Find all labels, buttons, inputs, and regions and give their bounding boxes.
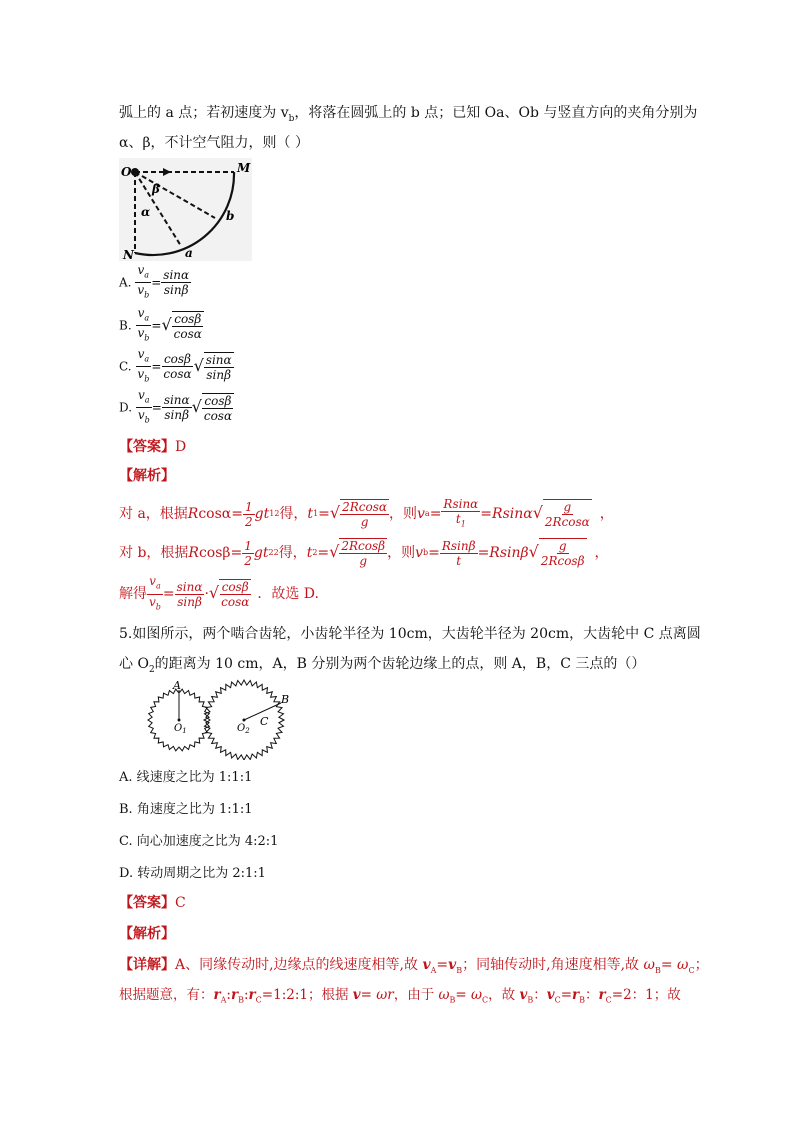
answer-1 [119,437,186,457]
intro-text-2: α、β，不计空气阻力，则（ ） [119,135,309,151]
eq-sign: = [151,400,162,415]
radical: √ $\frac{2Rcos\beta}{g}$ [329,539,386,568]
frac-den: cosα [173,326,202,341]
sol-text: ，则 [387,545,416,561]
fig2-label-A: A [173,679,181,692]
option-label: C. [119,359,132,374]
detail-var: ω [438,987,450,1003]
sol-sub: 2 [268,548,274,557]
detail-sub: C [554,995,561,1005]
sol-text: 解得 [119,586,147,602]
fig2-label-O2 [237,723,250,735]
sol-sub: a [424,509,430,518]
sol-var: t [307,506,314,522]
frac-num-sub: a [144,270,150,280]
frac-num: g [563,500,572,514]
frac-den: sinβ [164,408,190,423]
eq-sign: = [151,275,162,290]
fig1-label-O: O [121,165,132,179]
frac-num: v [149,574,156,589]
frac-den: g [360,515,369,529]
frac-den: cosα [163,367,192,382]
fig2-label-B: B [281,693,290,706]
sol-text: cosα [198,506,232,522]
detail-sub: C [688,965,695,975]
frac-den: v [137,326,145,341]
detail-sub: A [220,995,227,1005]
detail-text: : [226,987,231,1003]
sol-text: 对 a，根据 [119,506,188,522]
sol-eq: = [231,506,243,522]
projectile-figure [119,158,252,261]
detail-sub: B [238,995,244,1005]
eq-sign: = [151,359,162,374]
detail-sub: B [456,965,463,975]
radical: √ $\frac{\cos\beta}{\cos\alpha}$ [191,393,233,423]
frac-num: cosβ [204,393,232,408]
detail-text: 根据题意，有： [119,987,214,1003]
frac-num: v [137,306,145,320]
q5-line-2 [119,654,645,680]
O2-letter: O [237,723,246,734]
analysis-2 [119,924,175,944]
frac-num: Rsinβ [441,538,476,553]
frac-den: t [455,511,461,526]
answer-tag: 【答案】 [119,895,175,911]
option-text: D. 转动周期之比为 2:1:1 [119,866,266,881]
solution-a [119,494,614,534]
sol-text: ．故选 D. [257,586,319,602]
answer-value: D [175,439,187,455]
detail-line-2 [119,985,681,1011]
frac-den: sinβ [163,283,189,298]
detail-sub: B [579,995,586,1005]
detail-sub: C [255,995,262,1005]
detail-text: A、同缘传动时,边缘点的线速度相等,故 [175,957,423,973]
detail-sub: B [527,995,534,1005]
frac-den: v [137,367,145,382]
sol-eq: = [317,545,330,561]
frac-den: v [137,408,145,423]
answer-2 [119,893,186,913]
sol-text: =Rsinα [480,506,533,522]
sol-eq: = [162,586,175,602]
detail-text: ： [585,987,599,1003]
sol-sub: 1 [269,509,275,518]
detail-var: v [448,957,457,973]
detail-text: ；同轴传动时,角速度相等,故 [462,957,644,973]
radical: √ $\frac{g}{2Rcos\beta}$ [528,539,585,568]
option-2-d[interactable] [119,864,266,884]
frac-den: cosα [203,408,233,423]
option-text: B. 角速度之比为 1:1:1 [119,802,253,817]
lhs-fraction [135,347,151,387]
detail-var: v [422,957,431,973]
frac-num-sub: a [144,313,150,323]
detail-var: v [352,987,361,1003]
q5-line-1 [119,624,701,644]
sol-eq: = [428,545,440,561]
detail-text: =1:2:1；根据 [261,987,353,1003]
q5-text: 的距离为 10 cm，A，B 分别为两个齿轮边缘上的点，则 A，B，C 三点的（） [154,656,646,672]
lhs-fraction [136,388,152,428]
frac-num: v [138,388,145,402]
frac-num: 1 [245,499,253,514]
frac-den: 2Rcosα [544,515,590,529]
sol-var: t [306,545,313,561]
radical: √ $\frac{\cos\beta}{\cos\alpha}$ [161,311,202,341]
sol-text: 得， [279,506,308,522]
fig2-label-O1 [174,723,187,735]
rhs-fraction [161,268,191,297]
detail-text: = [455,987,472,1003]
sol-var: gt [254,506,270,522]
sol-sup: 2 [274,509,280,518]
detail-var: r [572,987,580,1003]
sol-sup: 2 [273,548,279,557]
radical: √ $\frac{\sin\alpha}{\sin\beta}$ [193,352,232,382]
sol-sub: 2 [312,548,318,557]
frac-den: 2 [244,553,252,568]
answer-value: C [175,895,186,911]
fig2-label-C: C [260,715,269,728]
O1-sub: 1 [182,727,187,735]
frac-den-sub: b [144,333,150,343]
sol-text: ， [594,545,609,561]
fig1-label-M: M [237,161,251,175]
frac-den: g [359,554,368,568]
frac-den: v [137,283,145,298]
sol-dot: · [204,586,209,602]
q5-sub: 2 [148,664,155,675]
detail-text: = [436,957,449,973]
option-label: D. [119,400,133,415]
fig1-label-beta: β [152,182,160,196]
detail-var: ωr [376,987,394,1003]
sol-text: =Rsinβ [477,545,529,561]
sol-eq: = [318,506,330,522]
radical: √ $\frac{g}{2Rcos\alpha}$ [532,500,590,529]
velocity-fraction [441,497,480,531]
detail-var: r [598,987,606,1003]
detail-sub: B [449,995,456,1005]
frac-num: sinα [176,579,203,594]
rhs-fraction [175,580,205,609]
frac-num: cosβ [163,352,191,367]
detail-sub: C [605,995,612,1005]
answer-tag: 【答案】 [119,439,175,455]
sol-text: 对 b，根据 [119,545,189,561]
frac-num: 2Rcosα [342,500,387,514]
detail-tag: 【详解】 [119,957,175,973]
option-label: B. [119,318,132,333]
frac-num-sub: a [144,354,150,364]
frac-den-sub: 1 [460,519,466,529]
half-fraction [243,500,255,529]
analysis-tag: 【解析】 [119,468,175,484]
lhs-fraction [147,574,163,614]
frac-den-sub: b [144,374,150,384]
sol-text: ，则 [388,506,417,522]
detail-var: r [213,987,221,1003]
sol-text: 得， [278,545,307,561]
option-label: A. [119,275,132,290]
gears-figure [144,678,304,760]
frac-num: 1 [244,538,252,553]
frac-num: sinα [205,352,232,367]
detail-line-1 [119,955,709,981]
detail-var: v [546,987,555,1003]
intro-line-2 [119,133,309,153]
solution-c [119,574,319,614]
sol-eq: = [429,506,442,522]
frac-den: t [456,553,462,568]
option-2-b[interactable] [119,800,253,820]
detail-var: v [519,987,528,1003]
rhs-fraction [161,352,193,381]
sol-sub: 1 [313,509,319,518]
fig1-label-a: a [185,246,193,260]
detail-sub: A [430,965,437,975]
frac-num: Rsinα [443,496,479,511]
detail-var: r [248,987,256,1003]
detail-text: ，故 [488,987,520,1003]
intro-sub: b [288,113,295,124]
solution-b [119,533,609,573]
sol-text: ， [599,506,614,522]
option-text: A. 线速度之比为 1:1:1 [119,770,253,785]
sol-var: R [187,506,199,522]
O2-sub: 2 [245,727,250,735]
sol-var: gt [253,545,269,561]
velocity-fraction [440,539,478,568]
intro-line-1 [119,103,697,129]
detail-text: = [360,987,377,1003]
frac-num: sinα [163,268,190,283]
option-2-c[interactable] [119,832,278,852]
frac-den-sub: b [144,415,150,425]
detail-text: = [660,957,678,973]
rhs-fraction [162,393,192,422]
sol-var: v [416,506,425,522]
frac-num: sinα [163,393,190,408]
fig1-label-N: N [123,248,134,261]
detail-text: =2：1；故 [611,987,681,1003]
frac-den-sub: b [155,601,161,611]
option-1-c[interactable] [119,347,234,387]
frac-den: 2Rcosβ [540,554,585,568]
sol-text: cosβ [198,545,231,561]
detail-text: ； [694,957,709,973]
frac-num-sub: a [144,395,150,405]
lhs-fraction [135,306,151,346]
frac-num: cosβ [174,311,202,326]
half-fraction [242,539,254,568]
frac-den: sinβ [206,367,232,382]
detail-sub: B [654,965,661,975]
lhs-fraction [135,263,151,303]
q5-text: 心 O [119,656,149,672]
detail-var: ω [471,987,483,1003]
frac-num: v [137,347,145,361]
frac-den: 2 [245,514,253,529]
option-1-b[interactable] [119,306,204,346]
detail-var: r [230,987,239,1003]
detail-text: : [243,987,249,1003]
frac-num-sub: a [155,581,161,591]
frac-num: v [137,263,145,277]
option-2-a[interactable] [119,768,252,788]
detail-var: ω [677,957,689,973]
detail-sub: C [482,995,489,1005]
detail-text: = [560,987,572,1003]
sol-sub: b [423,548,429,557]
O1-letter: O [174,723,183,734]
detail-text: ，由于 [393,987,439,1003]
detail-var: ω [643,957,655,973]
frac-den: cosα [221,595,250,609]
q5-text: 5.如图所示，两个啮合齿轮，小齿轮半径为 10cm，大齿轮半径为 20cm，大齿轮中 C 点离圆 [119,626,701,642]
intro-tail: ，将落在圆弧上的 b 点；已知 Oa、Ob 与竖直方向的夹角分别为 [294,105,698,121]
intro-text: 弧上的 a 点；若初速度为 v [119,105,289,121]
frac-num: cosβ [221,580,249,594]
sol-var: v [415,545,423,561]
sol-var: R [188,545,199,561]
radical: √ $\frac{\cos\beta}{\cos\alpha}$ [208,580,250,609]
eq-sign: = [151,318,162,333]
option-1-d[interactable] [119,388,234,428]
analysis-1 [119,466,175,486]
frac-num: g [558,539,567,553]
fig1-label-alpha: α [141,205,151,219]
analysis-tag: 【解析】 [119,926,175,942]
detail-text: ： [533,987,547,1003]
frac-den-sub: b [144,290,150,300]
option-text: C. 向心加速度之比为 4:2:1 [119,834,279,849]
frac-den: v [149,594,156,609]
option-1-a[interactable] [119,263,191,303]
frac-den: sinβ [177,594,202,609]
sol-eq: = [230,545,243,561]
radical: √ $\frac{2Rcos\alpha}{g}$ [329,500,387,529]
frac-num: 2Rcosβ [341,539,386,553]
fig1-label-b: b [226,209,235,223]
